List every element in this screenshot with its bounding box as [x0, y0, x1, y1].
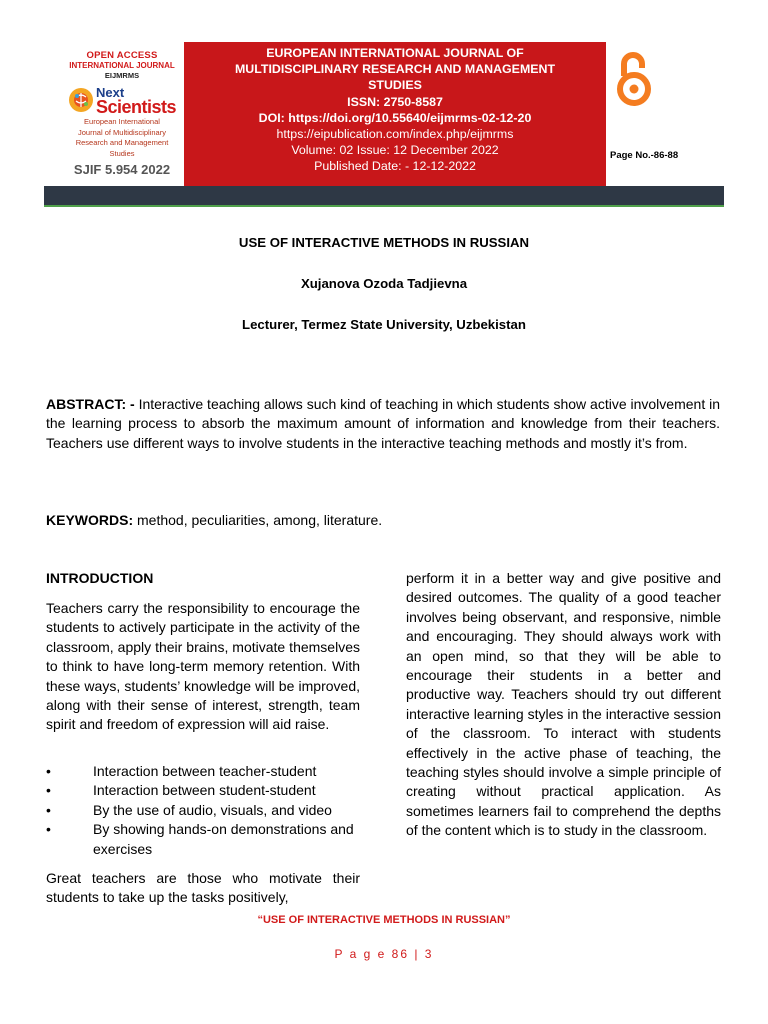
keywords-text: method, peculiarities, among, literature. — [137, 512, 383, 528]
volume-issue: Volume: 02 Issue: 12 December 2022 — [291, 143, 499, 158]
logo-eijmrms: EIJMRMS — [104, 71, 140, 80]
interaction-list — [46, 762, 366, 859]
journal-url-link[interactable]: https://eipublication.com/index.php/eijmrms — [276, 127, 514, 142]
published-date: Published Date: - 12-12-2022 — [314, 159, 476, 174]
logo-international-journal: INTERNATIONAL JOURNAL — [69, 61, 175, 70]
author-name: Xujanova Ozoda Tadjievna — [300, 276, 468, 291]
list-item: • Interaction between student-student — [46, 781, 366, 800]
running-title: “USE OF INTERACTIVE METHODS IN RUSSIAN” — [257, 914, 511, 926]
sjif-score: SJIF 5.954 2022 — [73, 162, 171, 177]
journal-logo — [60, 50, 184, 177]
intro-paragraph-2: Great teachers are those who motivate their students to take up the tasks positively, — [46, 870, 360, 906]
logo-open-access: OPEN ACCESS — [86, 50, 158, 61]
section-heading-introduction: INTRODUCTION — [46, 570, 154, 586]
keywords-label: KEYWORDS: — [46, 512, 134, 528]
header-divider-bar — [44, 186, 724, 205]
journal-banner — [184, 42, 606, 186]
logo-subtitle-3: Research and Management — [75, 138, 169, 147]
logo-scientists: Scientists — [95, 97, 177, 117]
article-title: USE OF INTERACTIVE METHODS IN RUSSIAN — [238, 235, 530, 250]
abstract-text: Interactive teaching allows such kind of teaching in which students show active involvement in the learning process to absorb the maximum amount of information and knowledge from their teachers. Teachers use different ways to involve students in the interactive teaching methods and mostly it’s from. — [46, 396, 721, 451]
journal-name-line-1: EUROPEAN INTERNATIONAL JOURNAL OF — [266, 46, 524, 60]
bullet-glyph: • — [46, 821, 51, 838]
page-number-range: Page No.-86-88 — [610, 150, 679, 161]
header-divider-line — [44, 205, 724, 207]
open-access-icon — [614, 50, 654, 108]
bullet-glyph: • — [46, 801, 51, 818]
logo-subtitle-1: European International — [84, 117, 160, 126]
abstract-label: ABSTRACT: - — [46, 396, 135, 412]
brain-icon — [68, 87, 94, 113]
keywords — [46, 511, 720, 530]
journal-name-line-3: STUDIES — [368, 78, 422, 93]
logo-subtitle-2: Journal of Multidisciplinary — [78, 127, 166, 137]
doi-link[interactable]: DOI: https://doi.org/10.55640/eijmrms-02-12-20 — [258, 110, 532, 125]
intro-paragraph-1: Teachers carry the responsibility to encourage the students to actively participate in the activity of the classroom, apply their brains, motivate themselves to think to have long-term memory retention. With these ways, students’ knowledge will be improved, along with their sense of interest, strength, team spirit and freedom of expression will aid raise. — [46, 600, 360, 733]
list-item: • Interaction between teacher-student — [46, 762, 366, 781]
journal-name-line-2: MULTIDISCIPLINARY RESEARCH AND MANAGEMENT — [234, 62, 556, 77]
bullet-glyph: • — [46, 763, 51, 779]
logo-next: Next — [95, 85, 125, 100]
issn: ISSN: 2750-8587 — [347, 94, 443, 109]
next-scientists-mark — [60, 84, 184, 116]
abstract — [46, 395, 720, 453]
list-item: • By the use of audio, visuals, and video — [46, 801, 366, 820]
list-item: • By showing hands-on demonstrations and exercises — [46, 821, 354, 857]
author-affiliation: Lecturer, Termez State University, Uzbekistan — [242, 317, 526, 332]
intro-right-column: perform it in a better way and give positive and desired outcomes. The quality of a good teacher involves being observant, and responsive, nimble and encouraging. They should always work with an open mind, so that they will be able to encourage their students in a better and productive way. Teachers should try out different interactive learning styles in the interactive session of the classroom. To interact with students effectively in the active phase of teaching, the teaching styles should involve a simple principle of creating without practical application. As sometimes learners fail to comprehend the depths of the content which is to study in the classroom. — [406, 570, 721, 839]
page-footer-number: P a g e 86 | 3 — [334, 947, 434, 961]
logo-subtitle-4: Studies — [109, 148, 135, 158]
bullet-glyph: • — [46, 782, 51, 799]
